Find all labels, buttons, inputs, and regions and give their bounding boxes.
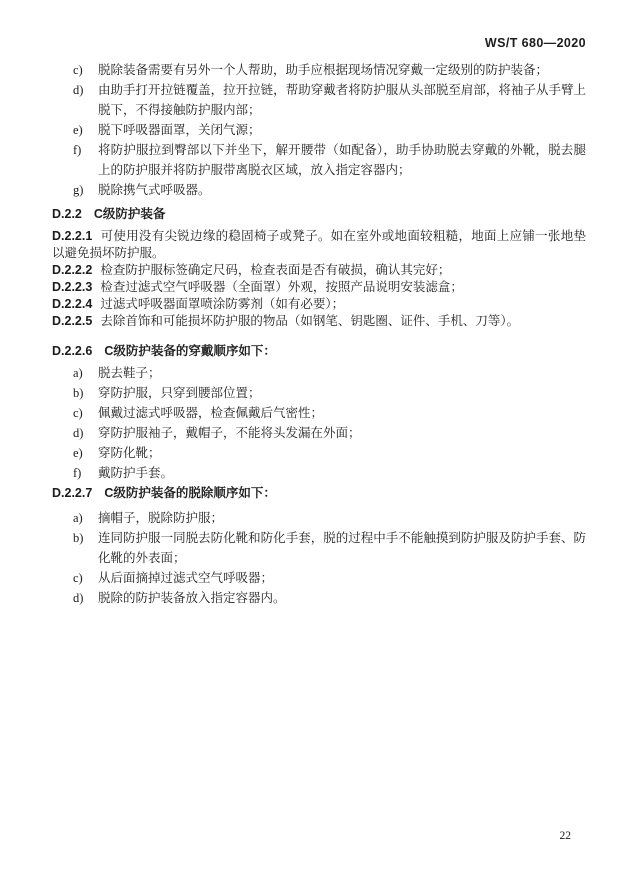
- list-marker: c): [73, 571, 83, 585]
- list-item: [52, 463, 586, 483]
- list-item-text: 穿防护服，只穿到腰部位置；: [98, 386, 261, 400]
- list-item-text: 穿防化靴；: [98, 446, 161, 460]
- list-item: [52, 528, 586, 568]
- list-item-text: 将防护服拉到臀部以下并坐下，解开腰带（如配备），助手协助脱去穿戴的外靴，脱去腿上的防护服并将防护服带离脱衣区域，放入指定容器内；: [98, 143, 586, 177]
- list-item: [52, 120, 586, 140]
- list-item-text: 戴防护手套。: [98, 466, 174, 480]
- clause-paragraph: [52, 279, 586, 296]
- list-item-text: 从后面摘掉过滤式空气呼吸器；: [98, 571, 274, 585]
- list-marker: b): [73, 386, 84, 400]
- list-item: [52, 443, 586, 463]
- doffing-level-c-list: [52, 508, 586, 608]
- clause-number: D.2.2.4: [52, 297, 93, 311]
- clause-title: C级防护装备的脱除顺序如下：: [104, 486, 276, 500]
- list-item-text: 脱除的防护装备放入指定容器内。: [98, 591, 286, 605]
- page-header: [485, 36, 586, 50]
- clause-text: 去除首饰和可能损坏防护服的物品（如钢笔、钥匙圈、证件、手机、刀等）。: [100, 314, 520, 328]
- clause-number: D.2.2.7: [52, 486, 93, 500]
- list-item-text: 穿防护服袖子，戴帽子，不能将头发漏在外面；: [98, 426, 361, 440]
- list-marker: b): [73, 531, 84, 545]
- list-item: [52, 180, 586, 200]
- doc-code: WS/T 680—2020: [484, 36, 586, 50]
- list-item: [52, 383, 586, 403]
- list-item-text: 由助手打开拉链覆盖，拉开拉链，帮助穿戴者将防护服从头部脱至肩部，将袖子从手臂上脱下，不得接触防护服内部；: [98, 83, 586, 117]
- clause-paragraph: [52, 262, 586, 279]
- list-item: [52, 60, 586, 80]
- list-item: [52, 403, 586, 423]
- clause-paragraph: [52, 313, 586, 330]
- list-marker: d): [73, 426, 84, 440]
- clause-paragraph: [52, 296, 586, 313]
- section-heading-d226: [52, 343, 586, 360]
- list-marker: c): [73, 406, 83, 420]
- clause-number: D.2.2.3: [52, 280, 93, 294]
- section-heading-d22: [52, 206, 586, 223]
- list-marker: e): [73, 123, 83, 137]
- clause-text: 检查过滤式空气呼吸器（全面罩）外观，按照产品说明安装滤盒；: [100, 280, 463, 294]
- clause-number: D.2.2.2: [52, 263, 93, 277]
- list-item-text: 连同防护服一同脱去防化靴和防化手套，脱的过程中手不能触摸到防护服及防护手套、防化靴的外表面；: [98, 531, 586, 565]
- list-item: [52, 508, 586, 528]
- clause-text: 过滤式呼吸器面罩喷涂防雾剂（如有必要）；: [100, 297, 345, 311]
- clause-title: C级防护装备的穿戴顺序如下：: [104, 344, 276, 358]
- list-marker: e): [73, 446, 83, 460]
- list-item: [52, 568, 586, 588]
- page-number: 22: [559, 830, 571, 842]
- clause-paragraph: [52, 228, 586, 262]
- list-item-text: 脱下呼吸器面罩，关闭气源；: [98, 123, 261, 137]
- clause-number: D.2.2: [52, 207, 82, 221]
- list-item: [52, 423, 586, 443]
- list-marker: d): [73, 591, 84, 605]
- list-marker: a): [73, 511, 83, 525]
- clause-number: D.2.2.1: [52, 229, 93, 243]
- list-item: [52, 363, 586, 383]
- list-item-text: 脱除装备需要有另外一个人帮助，助手应根据现场情况穿戴一定级别的防护装备；: [98, 63, 549, 77]
- clause-number: D.2.2.5: [52, 314, 93, 328]
- list-item: [52, 140, 586, 180]
- list-marker: f): [73, 466, 82, 480]
- list-marker: g): [73, 183, 84, 197]
- list-marker: d): [73, 83, 84, 97]
- list-item: [52, 80, 586, 120]
- list-marker: c): [73, 63, 83, 77]
- list-item-text: 佩戴过滤式呼吸器，检查佩戴后气密性；: [98, 406, 324, 420]
- clause-text: 可使用没有尖锐边缘的稳固椅子或凳子。如在室外或地面较粗糙，地面上应铺一张地垫以避免损坏防护服。: [52, 229, 586, 260]
- donning-level-c-list: [52, 363, 586, 483]
- clause-title: C级防护装备: [93, 207, 166, 221]
- clause-number: D.2.2.6: [52, 344, 93, 358]
- list-item-text: 摘帽子，脱除防护服；: [98, 511, 224, 525]
- page-content: [52, 60, 586, 608]
- list-item-text: 脱去鞋子；: [98, 366, 161, 380]
- clause-text: 检查防护服标签确定尺码，检查表面是否有破损，确认其完好；: [100, 263, 451, 277]
- list-marker: a): [73, 366, 83, 380]
- list-item-text: 脱除携气式呼吸器。: [98, 183, 211, 197]
- doffing-level-b-list: [52, 60, 586, 200]
- list-item: [52, 588, 586, 608]
- list-marker: f): [73, 143, 82, 157]
- section-heading-d227: [52, 485, 586, 502]
